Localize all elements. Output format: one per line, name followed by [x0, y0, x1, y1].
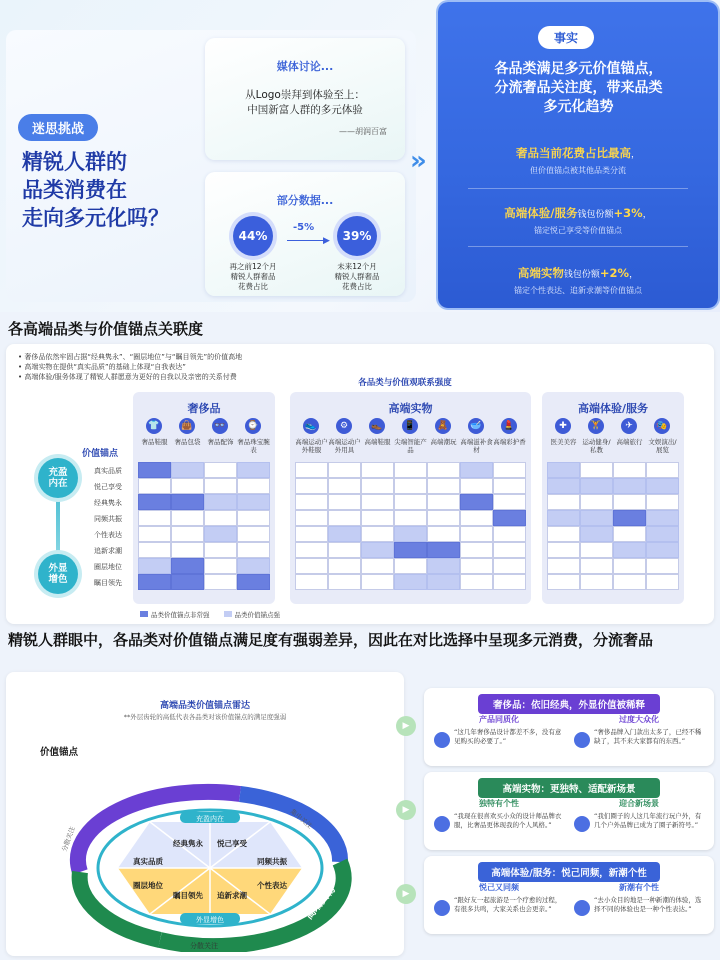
side-top-circle: 充盈内在 [38, 458, 78, 498]
matrix-cell [237, 510, 270, 526]
fact-item-rest: 钱包份额 [563, 270, 600, 280]
matrix-cell [328, 462, 361, 478]
matrix-cell [460, 494, 493, 510]
change-arrow-line [287, 240, 327, 241]
change-label: -5% [293, 222, 315, 233]
matrix-cell [460, 542, 493, 558]
caption-line: 精锐人群奢品 [230, 272, 276, 281]
quote-text-right: “奢侈品牌入门款出太多了，已经不稀缺了，其不来大家都有的东西。” [594, 728, 702, 745]
fact-item-sub: 但价值锚点被其他品类分流 [530, 166, 626, 175]
myth-tag: 迷思挑战 [18, 114, 98, 141]
quote-text-left: “我现在很喜欢买小众的设计师品牌衣服，比奢品更体现我的个人风格。” [454, 812, 562, 829]
row-label: 经典隽永 [94, 499, 122, 507]
matrix-cell [547, 478, 580, 494]
matrix-cell [361, 462, 394, 478]
matrix-cell [427, 558, 460, 574]
category-icon: ⚙ [336, 418, 352, 434]
caption-line: 花费占比 [342, 282, 372, 291]
matrix-cell [613, 510, 646, 526]
column-label: 尖端智能产品 [394, 438, 427, 454]
matrix-cell [580, 558, 613, 574]
fact-item [458, 142, 698, 176]
bullet-item: • 奢侈品依然牢固占据“经典隽永”、“圈层地位”与“瞩目领先”的价值高地 [18, 353, 243, 361]
fact-item-highlight: 高端体验/服务 [504, 206, 578, 220]
chart-title: 各品类与价值观联系强度 [358, 378, 452, 388]
matrix-cell [361, 558, 394, 574]
before-caption [217, 262, 289, 292]
matrix-cell [460, 510, 493, 526]
matrix-cell [295, 462, 328, 478]
avatar-icon [434, 816, 450, 832]
matrix-cell [427, 574, 460, 590]
quote-sub-left: 产品同质化 [479, 715, 519, 724]
outer-small-label: 分散关注 [190, 942, 218, 950]
media-card-title: 媒体讨论... [276, 60, 334, 73]
fact-item-rest: ， [630, 150, 640, 160]
matrix-cell [328, 478, 361, 494]
matrix-cell [580, 494, 613, 510]
matrix-cell [138, 494, 171, 510]
quote-header: 高端实物：更独特、适配新场景 [478, 778, 660, 798]
category-icon: ✈ [621, 418, 637, 434]
matrix-cell [328, 494, 361, 510]
matrix-cell [204, 558, 237, 574]
fact-item [458, 262, 698, 296]
headline-line: 多元化趋势 [543, 99, 614, 115]
fact-headline [456, 60, 701, 117]
anchor-label: 价值锚点 [40, 747, 79, 758]
fact-tag: 事实 [538, 26, 594, 49]
matrix-cell [171, 542, 204, 558]
matrix-cell [646, 462, 679, 478]
matrix-cell [460, 558, 493, 574]
quote-header: 高端体验/服务：悦己同频，新潮个性 [478, 862, 660, 882]
matrix-cell [204, 574, 237, 590]
fact-divider [468, 246, 688, 247]
quote-sub-left: 独特有个性 [479, 799, 519, 808]
column-label: 高端鞋服 [364, 438, 391, 446]
matrix-cell [427, 510, 460, 526]
play-icon[interactable]: ▶ [396, 884, 416, 904]
cell-label: 追新求潮 [217, 891, 247, 900]
outer-small-label: 分散关注 [60, 825, 77, 853]
matrix-cell [547, 510, 580, 526]
matrix-cell [394, 574, 427, 590]
matrix-cell [394, 526, 427, 542]
category-icon: 👞 [369, 418, 385, 434]
matrix-cell [204, 494, 237, 510]
question-line: 品类消费在 [22, 178, 127, 202]
matrix-cell [295, 494, 328, 510]
row-label: 同频共振 [94, 515, 122, 523]
row-label: 真实品质 [94, 467, 122, 475]
avatar-icon [434, 732, 450, 748]
radar-title: 高端品类价值锚点雷达 [159, 701, 250, 711]
matrix-cell [237, 542, 270, 558]
matrix-cell [547, 526, 580, 542]
matrix-cell [613, 526, 646, 542]
media-discussion-card [205, 38, 405, 160]
myth-question [22, 148, 202, 232]
matrix-cell [204, 542, 237, 558]
matrix-cell [646, 510, 679, 526]
avatar-icon [434, 900, 450, 916]
matrix-cell [361, 526, 394, 542]
legend-item: 品类价值锚点强 [224, 610, 281, 619]
matrix-cell [295, 558, 328, 574]
matrix-cell [493, 510, 526, 526]
quote-text-left: “跟好友一起旅游是一个疗愈的过程，有很多共鸣，大家关系也会更亲。” [454, 896, 562, 913]
matrix-cell [295, 574, 328, 590]
matrix-cell [427, 462, 460, 478]
matrix-cell [138, 574, 171, 590]
quote-text-right: “去小众目的地是一种新潮的体验，选择不同的体验也是一种个性表达。” [594, 896, 702, 913]
matrix-cell [580, 542, 613, 558]
cell-label: 圈层地位 [133, 881, 163, 890]
matrix-cell [237, 478, 270, 494]
cell-label: 悦己享受 [217, 839, 247, 848]
matrix-cell [427, 478, 460, 494]
ring-label-experience: 高端体验/服务 [226, 757, 292, 779]
matrix-cell [237, 558, 270, 574]
category-icon: 👟 [303, 418, 319, 434]
matrix-cell [613, 478, 646, 494]
partial-data-card [205, 172, 405, 296]
legend [140, 610, 280, 619]
matrix-cell [547, 494, 580, 510]
media-line: 从Logo崇拜到体验至上： [245, 89, 365, 101]
column-label: 文娱演出/展览 [648, 438, 677, 454]
avatar-icon [574, 732, 590, 748]
matrix-cell [493, 494, 526, 510]
matrix-cell [580, 574, 613, 590]
matrix-cell [361, 478, 394, 494]
category-icon: 📱 [402, 418, 418, 434]
fact-item [458, 202, 698, 236]
column-label: 奢品配饰 [207, 438, 234, 446]
matrix-cell [204, 478, 237, 494]
category-icon: 👜 [179, 418, 195, 434]
radar-note: **外层齿轮的高低代表各品类对该价值锚点的满足度强弱 [123, 713, 287, 721]
matrix-cell [394, 542, 427, 558]
matrix-cell [138, 478, 171, 494]
inner-bottom-text: 外显增色 [196, 916, 224, 924]
matrix-cell [237, 462, 270, 478]
row-label: 个性表达 [94, 531, 122, 539]
matrix-cell [493, 478, 526, 494]
matrix-cell [204, 526, 237, 542]
category-icon: 🎭 [654, 418, 670, 434]
headline-line: 各品类满足多元价值锚点， [494, 61, 663, 77]
matrix-cell [394, 478, 427, 494]
matrix-cell [460, 478, 493, 494]
matrix-cell [493, 574, 526, 590]
row-label: 悦己享受 [94, 483, 122, 491]
ring-label-luxury: 奢侈品 [125, 778, 158, 799]
matrix-cell [171, 510, 204, 526]
arrow-right-icon: ▶ [323, 236, 330, 246]
matrix-cell [646, 574, 679, 590]
matrix-cell [427, 542, 460, 558]
quote-card [424, 688, 714, 766]
column-label: 奢品珠宝腕表 [237, 438, 270, 454]
matrix-cell [613, 542, 646, 558]
matrix-cell [171, 462, 204, 478]
matrix-cell [580, 510, 613, 526]
column-label: 奢品包袋 [174, 438, 201, 446]
matrix-cell [613, 574, 646, 590]
quote-text-right: “我们圈子的人这几年流行玩户外，有几个户外品牌已成为了圈子新符号。” [594, 812, 702, 829]
quote-text-left: “这几年奢侈品设计都差不多，没有意见购买的必要了。” [454, 728, 562, 745]
matrix-cell [204, 510, 237, 526]
matrix-cell [138, 526, 171, 542]
play-icon[interactable]: ▶ [396, 800, 416, 820]
cell-label: 经典隽永 [173, 839, 203, 848]
column-label: 高端滋补食材 [460, 438, 493, 454]
group-title: 高端实物 [388, 402, 433, 415]
fact-item-sub: 锚定悦己享受等价值锚点 [534, 226, 622, 235]
matrix-cell [138, 542, 171, 558]
quote-sub-right: 新潮有个性 [619, 883, 659, 892]
matrix-cell [547, 574, 580, 590]
matrix-cell [460, 462, 493, 478]
matrix-cell [138, 558, 171, 574]
column-label: 医美美容 [550, 438, 577, 446]
category-icon: 👕 [146, 418, 162, 434]
bullet-item: • 高端体验/服务体现了精锐人群愿意为更好的自我以及亲密的关系付费 [18, 373, 237, 381]
category-icon: ⌚ [245, 418, 261, 434]
caption-line: 未来12个月 [337, 262, 377, 271]
column-label: 高端旅行 [616, 438, 643, 446]
section2-title: 各高端品类与价值锚点关联度 [8, 320, 204, 338]
quote-card [424, 772, 714, 850]
column-label: 高端运动户外用具 [328, 438, 361, 454]
bullet-item: • 高端实物在提供“真实品质”的基础上体现“自我表达” [18, 363, 186, 371]
matrix-cell [171, 574, 204, 590]
inner-top-text: 充盈内在 [196, 815, 224, 823]
matrix-cell [646, 542, 679, 558]
matrix-cell [580, 526, 613, 542]
quote-sub-left: 悦己又同频 [479, 883, 519, 892]
matrix-cell [394, 510, 427, 526]
chevron-right-icon: » [410, 146, 427, 176]
ring-label-goods: 高端实物 [303, 884, 339, 922]
row-label: 追新求潮 [94, 547, 122, 555]
matrix-cell [547, 558, 580, 574]
matrix-cell [547, 462, 580, 478]
group-title: 奢侈品 [187, 402, 221, 415]
matrix-cell [328, 526, 361, 542]
row-label: 圈层地位 [94, 563, 122, 571]
matrix-cell [361, 574, 394, 590]
category-icon: 🏋 [588, 418, 604, 434]
matrix-cell [328, 542, 361, 558]
matrix-cell [493, 462, 526, 478]
row-label: 瞩目领先 [94, 579, 122, 587]
caption-line: 花费占比 [238, 282, 268, 291]
column-label: 高端运动户外鞋服 [295, 438, 328, 454]
radar-diagram [40, 752, 380, 952]
quote-card [424, 856, 714, 934]
after-caption [321, 262, 393, 292]
fact-item-plus: +3% [613, 206, 643, 220]
outer-small-label: 集中关注 [288, 807, 314, 831]
matrix-cell [295, 510, 328, 526]
cell-label: 同频共振 [257, 857, 287, 866]
category-icon: 👓 [212, 418, 228, 434]
matrix-cell [613, 558, 646, 574]
matrix-cell [646, 478, 679, 494]
matrix-cell [493, 542, 526, 558]
avatar-icon [574, 900, 590, 916]
matrix-cell [171, 478, 204, 494]
before-value-circle: 44% [233, 216, 273, 256]
fact-item-highlight: 奢品当前花费占比最高 [515, 146, 631, 160]
matrix-cell [361, 510, 394, 526]
matrix-cell [361, 542, 394, 558]
category-icon: ✚ [555, 418, 571, 434]
matrix-cell [493, 558, 526, 574]
play-icon[interactable]: ▶ [396, 716, 416, 736]
column-label: 高端潮玩 [430, 438, 457, 446]
caption-line: 精锐人群奢品 [334, 272, 380, 281]
category-icon: 🧸 [435, 418, 451, 434]
matrix-cell [547, 542, 580, 558]
matrix-cell [580, 478, 613, 494]
data-card-title: 部分数据... [276, 194, 334, 207]
avatar-icon [574, 816, 590, 832]
y-header: 价值锚点 [82, 449, 119, 459]
side-bottom-circle: 外显增色 [38, 554, 78, 594]
fact-item-tail: ， [642, 210, 652, 220]
matrix-cell [237, 526, 270, 542]
matrix-cell [171, 494, 204, 510]
media-line: 中国新富人群的多元体验 [247, 104, 363, 116]
matrix-cell [171, 526, 204, 542]
matrix-cell [204, 462, 237, 478]
matrix-cell [460, 526, 493, 542]
matrix-cell [646, 494, 679, 510]
matrix-cell [580, 462, 613, 478]
matrix-cell [328, 558, 361, 574]
question-line: 走向多元化吗？ [22, 206, 169, 230]
category-icon: 💄 [501, 418, 517, 434]
matrix-cell [460, 574, 493, 590]
matrix-cell [493, 526, 526, 542]
quote-header: 奢侈品：依旧经典，外显价值被稀释 [478, 694, 660, 714]
cell-label: 真实品质 [133, 857, 163, 866]
column-label: 奢品鞋服 [141, 438, 168, 446]
matrix-cell [138, 510, 171, 526]
matrix-cell [613, 494, 646, 510]
matrix-cell [394, 494, 427, 510]
fact-item-tail: ， [629, 270, 639, 280]
matrix-cell [237, 494, 270, 510]
media-card-text [205, 88, 405, 118]
matrix-cell [427, 526, 460, 542]
matrix-cell [295, 478, 328, 494]
column-label: 高端彩护香 [493, 438, 526, 446]
fact-item-sub: 锚定个性表达、追新求潮等价值锚点 [514, 286, 642, 295]
matrix-cell [427, 494, 460, 510]
fact-panel [438, 2, 718, 308]
quote-sub-right: 过度大众化 [619, 715, 659, 724]
matrix-cell [394, 558, 427, 574]
matrix-cell [237, 574, 270, 590]
media-source: ——胡润百富 [339, 127, 387, 136]
section3-title: 精锐人群眼中，各品类对价值锚点满足度有强弱差异，因此在对比选择中呈现多元消费，分流奢品 [8, 631, 654, 649]
question-line: 精锐人群的 [22, 150, 127, 174]
matrix-cell [394, 462, 427, 478]
group-title: 高端体验/服务 [577, 402, 649, 415]
matrix-cell [328, 574, 361, 590]
matrix-cell [295, 526, 328, 542]
legend-item: 品类价值锚点非常强 [140, 610, 210, 619]
matrix-cell [328, 510, 361, 526]
matrix-cell [613, 462, 646, 478]
fact-item-highlight: 高端实物 [517, 266, 564, 280]
matrix-cell [646, 558, 679, 574]
matrix-cell [361, 494, 394, 510]
category-icon: 🥣 [468, 418, 484, 434]
fact-item-plus: +2% [599, 266, 630, 280]
fact-item-rest: 钱包份额 [577, 210, 614, 220]
matrix-cell [138, 462, 171, 478]
matrix-cell [171, 558, 204, 574]
matrix-cell [646, 526, 679, 542]
caption-line: 再之前12个月 [229, 262, 277, 271]
headline-line: 分流奢品关注度，带来品类 [494, 80, 663, 96]
cell-label: 瞩目领先 [173, 891, 203, 900]
column-label: 运动健身/私教 [582, 438, 611, 454]
fact-divider [468, 188, 688, 189]
after-value-circle: 39% [337, 216, 377, 256]
cell-label: 个性表达 [257, 881, 287, 890]
matrix-cell [295, 542, 328, 558]
quote-sub-right: 迎合新场景 [619, 799, 659, 808]
